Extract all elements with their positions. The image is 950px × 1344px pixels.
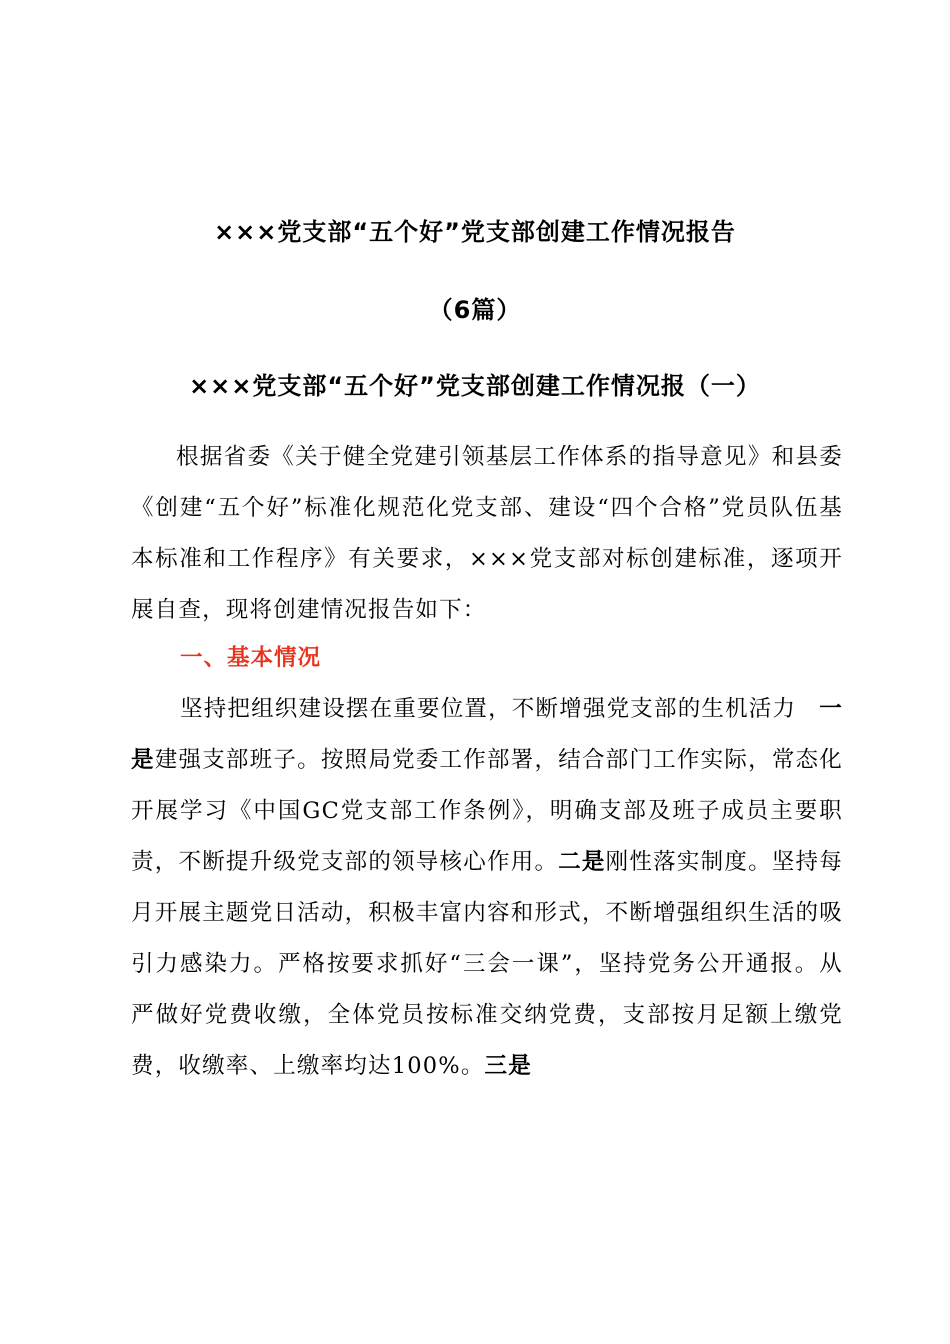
paragraph-sentence: 坚持把组织建设摆在重要位置，不断增强党支部的生机活力 bbox=[180, 696, 797, 722]
basic-situation-paragraph bbox=[131, 684, 843, 1092]
lead-phrase-second: 二是 bbox=[558, 849, 606, 875]
lead-phrase-third: 三是 bbox=[484, 1053, 532, 1079]
paragraph-text-second: 刚性落实制度。坚持每月开展主题党日活动，积极丰富内容和形式，不断增强组织生活的吸引力感染力。严格按要求抓好“三会一课”，坚持党务公开通报。从严做好党费收缴，全体党员按标准交纳党费，支部按月足额上缴党费，收缴率、上缴率均达100%。 bbox=[131, 849, 843, 1079]
document-subtitle: （6篇） bbox=[428, 296, 522, 324]
heading-basic-situation: 一、基本情况 bbox=[180, 645, 322, 671]
document-title: ×××党支部“五个好”党支部创建工作情况报告 bbox=[214, 218, 736, 246]
section-title: ×××党支部“五个好”党支部创建工作情况报（一） bbox=[189, 372, 761, 400]
intro-paragraph: 根据省委《关于健全党建引领基层工作体系的指导意见》和县委《创建“五个好”标准化规范化党支部、建设“四个合格”党员队伍基本标准和工作程序》有关要求，×××党支部对标创建标准，逐项开展自查，现将创建情况报告如下： bbox=[131, 444, 843, 623]
paragraph-text-first: 建强支部班子。按照局党委工作部署，结合部门工作实际，常态化开展学习《中国GC党支部工作条例》，明确支部及班子成员主要职责，不断提升级党支部的领导核心作用。 bbox=[131, 747, 843, 875]
lead-phrase-first: 一是 bbox=[131, 696, 843, 773]
